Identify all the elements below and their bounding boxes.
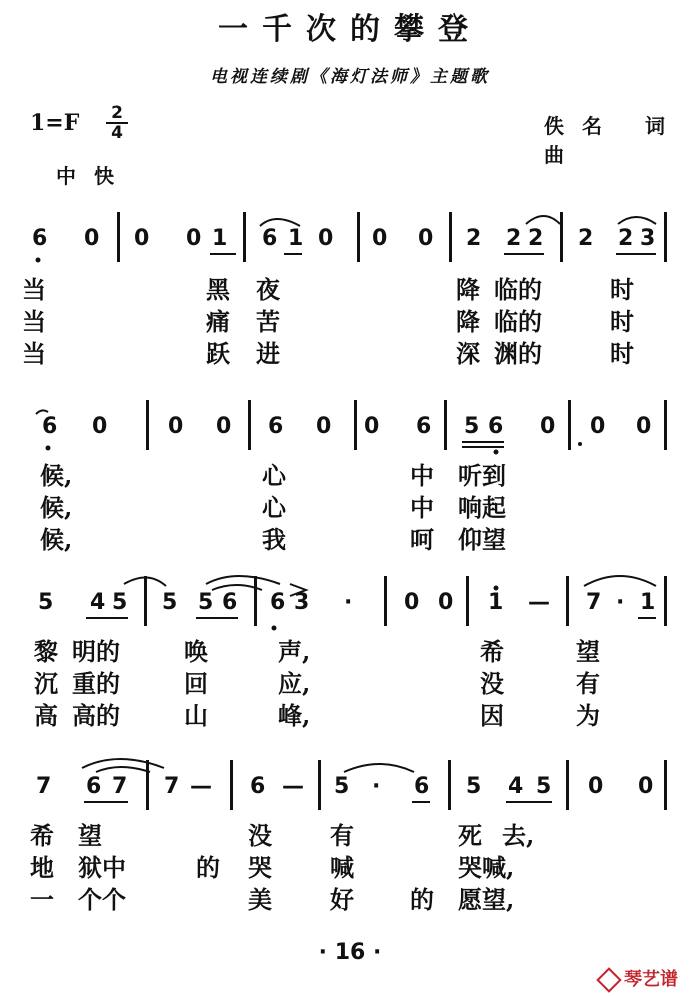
lyric: 苦 bbox=[256, 307, 280, 336]
lyric: 高的 bbox=[72, 701, 120, 730]
watermark bbox=[600, 965, 678, 991]
note: 5 bbox=[334, 774, 350, 799]
note: 0 bbox=[438, 590, 454, 615]
note: 1 bbox=[488, 590, 504, 615]
lyric-line-2 bbox=[0, 302, 700, 336]
lyric: 中 bbox=[410, 493, 434, 522]
lyric: 愿望, bbox=[458, 885, 515, 914]
note: 0 bbox=[168, 414, 184, 439]
lyric: 的 bbox=[196, 853, 220, 882]
lyric-line-3 bbox=[0, 696, 700, 730]
note: 6 bbox=[414, 774, 430, 799]
note: 3 bbox=[294, 590, 310, 615]
lyric: 希 bbox=[30, 821, 54, 850]
lyric: 望 bbox=[78, 821, 102, 850]
note: 7 bbox=[586, 590, 602, 615]
time-signature bbox=[106, 104, 128, 142]
note: 2 bbox=[528, 226, 544, 251]
note: 0 bbox=[418, 226, 434, 251]
note: 2 bbox=[618, 226, 634, 251]
key-signature: 1=F bbox=[30, 110, 80, 136]
lyric: 声, bbox=[278, 637, 311, 666]
lyric-line-1 bbox=[0, 270, 700, 304]
lyric: 候, bbox=[40, 525, 73, 554]
note: 6 bbox=[488, 414, 504, 439]
lyric: 心 bbox=[262, 461, 286, 490]
notes-line bbox=[0, 400, 700, 460]
lyric: 峰, bbox=[278, 701, 311, 730]
notes-line bbox=[0, 760, 700, 820]
lyric: 临的 bbox=[494, 307, 542, 336]
lyric: 希 bbox=[480, 637, 504, 666]
note: 1 bbox=[640, 590, 656, 615]
lyric: 当 bbox=[22, 339, 46, 368]
note: 2 bbox=[506, 226, 522, 251]
lyric: 黎 bbox=[34, 637, 58, 666]
lyric: 一 bbox=[30, 885, 54, 914]
lyric: 个个 bbox=[78, 885, 126, 914]
lyric-line-3 bbox=[0, 520, 700, 554]
lyric: 去, bbox=[502, 821, 535, 850]
note: 0 bbox=[404, 590, 420, 615]
tempo-marking: 中快 bbox=[56, 164, 132, 188]
lyric: 沉 bbox=[34, 669, 58, 698]
notes-line bbox=[0, 212, 700, 272]
note: 6 bbox=[32, 226, 48, 251]
lyric: 渊的 bbox=[494, 339, 542, 368]
lyric: 狱中 bbox=[78, 853, 126, 882]
lyric: 没 bbox=[248, 821, 272, 850]
note: · bbox=[344, 590, 353, 615]
lyric: 有 bbox=[330, 821, 354, 850]
note: 6 bbox=[270, 590, 286, 615]
lyric: 回 bbox=[184, 669, 208, 698]
song-subtitle: 电视连续剧《海灯法师》主题歌 bbox=[210, 67, 490, 87]
lyric-line-3 bbox=[0, 334, 700, 368]
lyric: 当 bbox=[22, 275, 46, 304]
lyric: 响起 bbox=[458, 493, 506, 522]
note: 0 bbox=[372, 226, 388, 251]
note-markings bbox=[0, 760, 700, 820]
lyric: 深 bbox=[456, 339, 480, 368]
lyric: 时 bbox=[610, 339, 634, 368]
note: 0 bbox=[636, 414, 652, 439]
score-system-1 bbox=[0, 212, 700, 372]
note: 0 bbox=[540, 414, 556, 439]
lyric: 降 bbox=[456, 307, 480, 336]
note: 0 bbox=[364, 414, 380, 439]
note: 2 bbox=[578, 226, 594, 251]
note: 4 bbox=[90, 590, 106, 615]
lyric: 仰望 bbox=[458, 525, 506, 554]
note: 0 bbox=[134, 226, 150, 251]
note: 6 bbox=[222, 590, 238, 615]
note: 0 bbox=[590, 414, 606, 439]
page-number: · 16 · bbox=[318, 940, 382, 965]
note: 0 bbox=[216, 414, 232, 439]
note: 5 bbox=[466, 774, 482, 799]
lyric: 降 bbox=[456, 275, 480, 304]
lyric: 候, bbox=[40, 461, 73, 490]
lyric: 时 bbox=[610, 307, 634, 336]
note: 1 bbox=[212, 226, 228, 251]
lyric: 哭 bbox=[248, 853, 272, 882]
note-markings bbox=[0, 576, 700, 636]
time-signature-denominator: 4 bbox=[111, 123, 123, 143]
note: — bbox=[282, 774, 304, 799]
lyric: 的 bbox=[410, 885, 434, 914]
lyric-line-1 bbox=[0, 816, 700, 850]
note: 6 bbox=[250, 774, 266, 799]
note: 2 bbox=[466, 226, 482, 251]
note: 0 bbox=[638, 774, 654, 799]
lyric: 时 bbox=[610, 275, 634, 304]
lyric: 我 bbox=[262, 525, 286, 554]
note: 6 bbox=[42, 414, 58, 439]
lyric: 高 bbox=[34, 701, 58, 730]
lyric: 哭喊, bbox=[458, 853, 515, 882]
score-system-3 bbox=[0, 576, 700, 736]
note-markings bbox=[0, 212, 700, 272]
watermark-text: 琴艺谱 bbox=[624, 969, 678, 990]
note: — bbox=[190, 774, 212, 799]
lyric: 美 bbox=[248, 885, 272, 914]
logo-icon bbox=[596, 967, 621, 992]
lyric-line-1 bbox=[0, 456, 700, 490]
lyric: 黑 bbox=[206, 275, 230, 304]
lyric: 痛 bbox=[206, 307, 230, 336]
lyric-line-3 bbox=[0, 880, 700, 914]
lyric: 喊 bbox=[330, 853, 354, 882]
note: 6 bbox=[262, 226, 278, 251]
note: 5 bbox=[38, 590, 54, 615]
note: 5 bbox=[198, 590, 214, 615]
lyric: 望 bbox=[576, 637, 600, 666]
note: 0 bbox=[316, 414, 332, 439]
note-markings bbox=[0, 400, 700, 460]
lyric: 唤 bbox=[184, 637, 208, 666]
note: · bbox=[616, 590, 625, 615]
lyric: 心 bbox=[262, 493, 286, 522]
note: 0 bbox=[318, 226, 334, 251]
note: 6 bbox=[268, 414, 284, 439]
lyric: 呵 bbox=[410, 525, 434, 554]
lyric: 为 bbox=[576, 701, 600, 730]
time-signature-numerator: 2 bbox=[106, 104, 128, 124]
note: 0 bbox=[84, 226, 100, 251]
lyric: 应, bbox=[278, 669, 311, 698]
lyric-line-2 bbox=[0, 848, 700, 882]
note: 6 bbox=[416, 414, 432, 439]
lyric-line-2 bbox=[0, 664, 700, 698]
note: 1 bbox=[288, 226, 304, 251]
lyric: 好 bbox=[330, 885, 354, 914]
note: 5 bbox=[162, 590, 178, 615]
note: 5 bbox=[112, 590, 128, 615]
lyric: 因 bbox=[480, 701, 504, 730]
note: — bbox=[528, 590, 550, 615]
score-system-4 bbox=[0, 760, 700, 920]
note: 6 bbox=[86, 774, 102, 799]
score-system-2 bbox=[0, 400, 700, 560]
note: 5 bbox=[536, 774, 552, 799]
song-title: 一千次的攀登 bbox=[218, 12, 482, 47]
credit: 佚名 词曲 bbox=[544, 114, 683, 167]
lyric: 临的 bbox=[494, 275, 542, 304]
note: 3 bbox=[640, 226, 656, 251]
lyric: 候, bbox=[40, 493, 73, 522]
lyric: 山 bbox=[184, 701, 208, 730]
lyric-line-2 bbox=[0, 488, 700, 522]
lyric: 明的 bbox=[72, 637, 120, 666]
lyric-line-1 bbox=[0, 632, 700, 666]
lyric: 没 bbox=[480, 669, 504, 698]
lyric: 听到 bbox=[458, 461, 506, 490]
note: 4 bbox=[508, 774, 524, 799]
note: · bbox=[372, 774, 381, 799]
lyric: 夜 bbox=[256, 275, 280, 304]
lyric: 死 bbox=[458, 821, 482, 850]
note: 0 bbox=[186, 226, 202, 251]
lyric: 地 bbox=[30, 853, 54, 882]
note: 5 bbox=[464, 414, 480, 439]
note: 0 bbox=[588, 774, 604, 799]
notes-line bbox=[0, 576, 700, 636]
lyric: 进 bbox=[256, 339, 280, 368]
lyric: 重的 bbox=[72, 669, 120, 698]
lyric: 中 bbox=[410, 461, 434, 490]
note: 7 bbox=[164, 774, 180, 799]
note: 7 bbox=[36, 774, 52, 799]
lyric: 跃 bbox=[206, 339, 230, 368]
note: 0 bbox=[92, 414, 108, 439]
lyric: 当 bbox=[22, 307, 46, 336]
lyric: 有 bbox=[576, 669, 600, 698]
note: 7 bbox=[112, 774, 128, 799]
